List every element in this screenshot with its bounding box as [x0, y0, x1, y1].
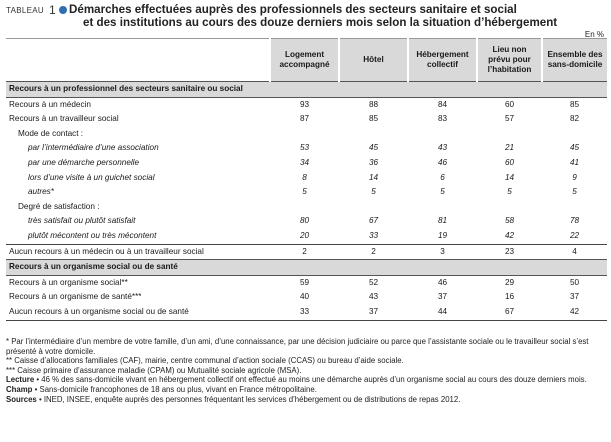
table-row: [6, 229, 607, 244]
cell: 59: [299, 277, 310, 287]
row-label: très satisfait ou plutôt satisfait: [28, 216, 136, 226]
cell: 93: [299, 99, 310, 109]
table-row: [6, 275, 607, 290]
cell: 3: [408, 244, 477, 260]
title-line-2: et des institutions au cours des douze derniers mois selon la situation d’hébergement: [83, 16, 558, 29]
row-label: Aucun recours à un médecin ou à un travailleur social: [6, 244, 270, 260]
row-label: lors d’une visite à un guichet social: [28, 172, 155, 182]
col-header: Lieu non prévu pour l’habitation: [477, 39, 542, 82]
row-label: Recours à un médecin: [9, 99, 91, 109]
cell: 85: [368, 114, 379, 124]
table-row: [6, 200, 607, 215]
cell: 37: [437, 292, 448, 302]
cell: 36: [368, 157, 379, 167]
lecture-note: [6, 375, 606, 385]
cell: 46: [437, 277, 448, 287]
champ-note: [6, 385, 606, 395]
table-row: [6, 112, 607, 127]
cell: 21: [504, 143, 515, 153]
section-label: Recours à un organisme social ou de santé: [6, 260, 607, 276]
table-row: [6, 185, 607, 200]
cell: 87: [299, 114, 310, 124]
cell: 40: [299, 292, 310, 302]
cell: 5: [440, 187, 445, 197]
table-label: TABLEAU: [6, 6, 44, 15]
footnote-1: * Par l’intermédiaire d’un membre de votre famille, d’un ami, d’une connaissance, par une décision judiciaire ou parce que l’assistante sociale ou le travailleur social s’est présenté à votre domicile.: [6, 337, 589, 356]
lecture-text: • 46 % des sans-domicile vivant en hébergement collectif ont effectué au moins une démarche auprès d’un organisme social au cours des douze derniers mois.: [34, 375, 587, 385]
table-row: [6, 305, 607, 320]
cell: 34: [299, 157, 310, 167]
cell: 50: [569, 277, 580, 287]
cell: 83: [437, 114, 448, 124]
cell: 45: [368, 143, 379, 153]
cell: [542, 127, 607, 142]
sources-text: • INED, INSEE, enquête auprès des personnes fréquentant les services d’hébergement ou de distributions de repas 2012.: [36, 394, 461, 404]
col-header: Ensemble des sans-domicile: [542, 39, 607, 82]
footnote-2: ** Caisse d’allocations familiales (CAF), mairie, centre communal d’action sociale (CCAS) ou bureau d’aide sociale.: [6, 356, 404, 366]
cell: 60: [504, 157, 515, 167]
cell: 42: [504, 230, 515, 240]
champ-text: • Sans-domicile francophones de 18 ans ou plus, vivant en France métropolitaine.: [32, 384, 317, 394]
table-row: [6, 171, 607, 186]
table-number: 1: [49, 3, 56, 17]
cell: 33: [270, 305, 339, 320]
cell: [339, 127, 408, 142]
cell: 57: [504, 114, 515, 124]
row-label: Degré de satisfaction :: [18, 201, 100, 211]
champ-label: Champ: [6, 384, 33, 394]
cell: 82: [569, 114, 580, 124]
cell: 42: [542, 305, 607, 320]
cell: 14: [504, 172, 515, 182]
cell: 2: [270, 244, 339, 260]
cell: 78: [569, 216, 580, 226]
cell: 29: [504, 277, 515, 287]
cell: [477, 200, 542, 215]
cell: 43: [437, 143, 448, 153]
cell: 33: [368, 230, 379, 240]
table-row: [6, 244, 607, 260]
footnote-3: *** Caisse primaire d’assurance maladie (CPAM) ou Mutualité sociale agricole (MSA).: [6, 365, 302, 375]
cell: 81: [437, 216, 448, 226]
section-row: [6, 260, 607, 276]
cell: 53: [299, 143, 310, 153]
cell: 52: [368, 277, 379, 287]
cell: 41: [569, 157, 580, 167]
table-row: [6, 127, 607, 142]
row-label: plutôt mécontent ou très mécontent: [28, 230, 157, 240]
row-label: par l’intermédiaire d’une association: [28, 143, 159, 153]
table-row: [6, 156, 607, 171]
data-table: [6, 38, 607, 321]
cell: 67: [477, 305, 542, 320]
row-label: autres*: [28, 187, 54, 197]
row-label: Aucun recours à un organisme social ou de santé: [6, 305, 270, 320]
cell: 19: [437, 230, 448, 240]
table-row: [6, 290, 607, 305]
cell: 14: [368, 172, 379, 182]
cell: 37: [569, 292, 580, 302]
cell: 60: [504, 99, 515, 109]
cell: [270, 200, 339, 215]
cell: 5: [302, 187, 307, 197]
col-header: Logement accompagné: [270, 39, 339, 82]
table-row: [6, 97, 607, 112]
row-label: Recours à un organisme social**: [9, 277, 128, 287]
cell: 22: [569, 230, 580, 240]
header-row: [6, 39, 607, 82]
cell: [408, 200, 477, 215]
row-label: Mode de contact :: [18, 128, 84, 138]
cell: 85: [569, 99, 580, 109]
cell: 37: [339, 305, 408, 320]
cell: [408, 127, 477, 142]
header-blank: [6, 39, 270, 82]
table-row: [6, 214, 607, 229]
bullet-icon: [59, 6, 67, 14]
table-row: [6, 141, 607, 156]
section-row: [6, 82, 607, 98]
cell: 8: [302, 172, 307, 182]
cell: 2: [339, 244, 408, 260]
footnotes: [6, 337, 606, 404]
unit-label: En %: [584, 30, 604, 39]
cell: [339, 200, 408, 215]
cell: 9: [572, 172, 577, 182]
cell: 5: [371, 187, 376, 197]
lecture-label: Lecture: [6, 375, 35, 385]
cell: 80: [299, 216, 310, 226]
cell: 5: [507, 187, 512, 197]
title-line-1: Démarches effectuées auprès des professionnels des secteurs sanitaire et social: [69, 3, 517, 16]
cell: 45: [569, 143, 580, 153]
sources-label: Sources: [6, 394, 37, 404]
cell: 5: [572, 187, 577, 197]
col-header: Hébergement collectif: [408, 39, 477, 82]
row-label: Recours à un travailleur social: [9, 114, 119, 124]
cell: 4: [542, 244, 607, 260]
cell: 44: [408, 305, 477, 320]
cell: [542, 200, 607, 215]
sources-note: [6, 395, 606, 405]
row-label: Recours à un organisme de santé***: [9, 292, 142, 302]
section-label: Recours à un professionnel des secteurs sanitaire ou social: [6, 82, 607, 98]
cell: 6: [440, 172, 445, 182]
cell: 58: [504, 216, 515, 226]
cell: [270, 127, 339, 142]
cell: 43: [368, 292, 379, 302]
cell: 46: [437, 157, 448, 167]
cell: 88: [368, 99, 379, 109]
col-header: Hôtel: [339, 39, 408, 82]
cell: 20: [299, 230, 310, 240]
cell: 23: [477, 244, 542, 260]
cell: [477, 127, 542, 142]
cell: 67: [368, 216, 379, 226]
row-label: par une démarche personnelle: [28, 157, 140, 167]
cell: 84: [437, 99, 448, 109]
cell: 16: [504, 292, 515, 302]
